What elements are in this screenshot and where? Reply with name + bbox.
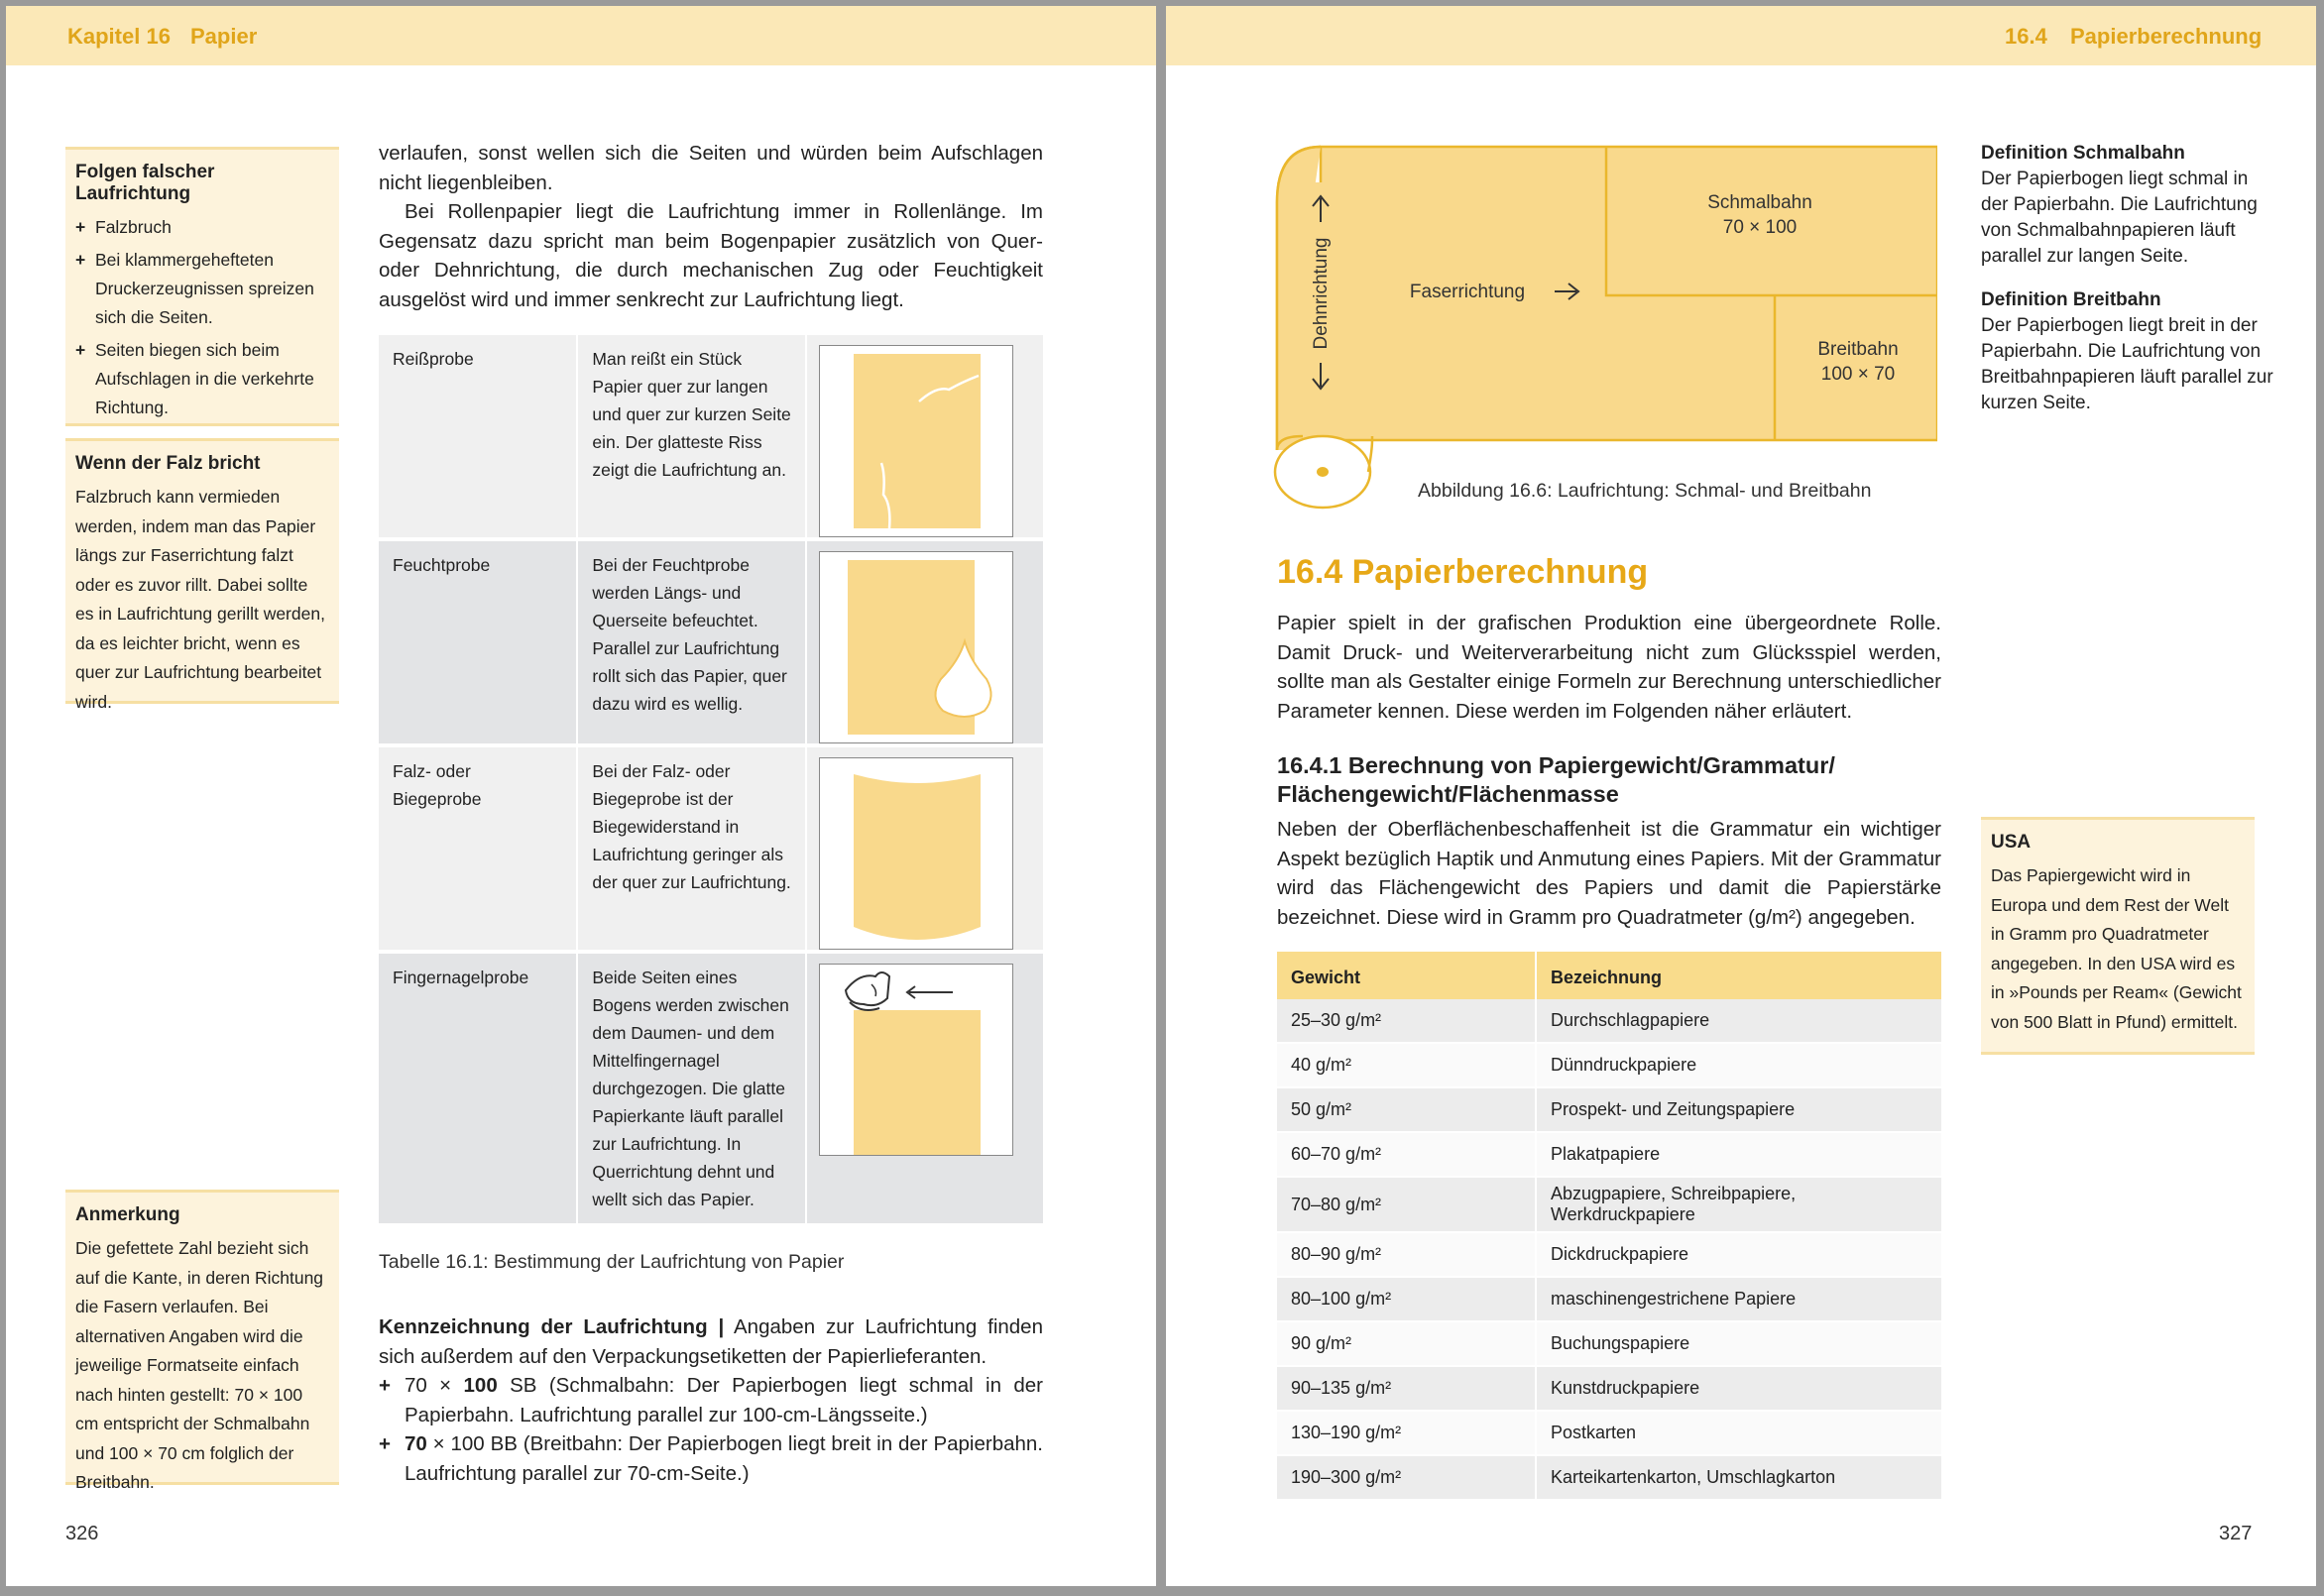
header-gewicht: Gewicht bbox=[1277, 952, 1536, 999]
dehnrichtung-label: Dehnrichtung bbox=[1311, 237, 1332, 350]
page-number: 327 bbox=[2219, 1523, 2253, 1544]
sidebox-title: Anmerkung bbox=[75, 1204, 180, 1225]
table-row bbox=[1277, 1411, 1941, 1455]
page-header bbox=[6, 6, 1156, 65]
sidebox-usa bbox=[1981, 817, 2255, 1055]
left-page bbox=[6, 6, 1156, 1586]
def-schmal-text: Der Papierbogen liegt schmal in der Papierbahn. Die Laufrichtung von Schmalbahnpapieren läuft parallel zur langen Seite. bbox=[1981, 169, 2258, 267]
table-cell-image bbox=[806, 952, 1043, 1225]
table-cell-desc: Man reißt ein Stück Papier quer zur langen und quer zur kurzen Seite ein. Der glatteste Riss zeigt die Laufrichtung an. bbox=[577, 335, 806, 539]
list-item bbox=[379, 1371, 1043, 1429]
table-cell-desc: Beide Seiten eines Bogens werden zwischen dem Daumen- und dem Mittelfingernagel durchgezogen. Die glatte Papierkante läuft parallel zur Laufrichtung. In Querrichtung dehnt und wellt sich das Papier. bbox=[577, 952, 806, 1225]
section-number: 16.4 bbox=[2005, 24, 2047, 49]
list-item bbox=[379, 1429, 1043, 1488]
cell-gewicht: 70–80 g/m² bbox=[1277, 1177, 1536, 1232]
list-item: + Seiten biegen sich beim Aufschlagen in die verkehrte Richtung. bbox=[75, 336, 329, 422]
figure-caption: Abbildung 16.6: Laufrichtung: Schmal- und Breitbahn bbox=[1418, 480, 1872, 502]
chapter-title: Papier bbox=[190, 24, 258, 49]
schmalbahn-label: Schmalbahn bbox=[1707, 192, 1812, 213]
table-row bbox=[1277, 1087, 1941, 1132]
cell-bezeichnung: Karteikartenkarton, Umschlagkarton bbox=[1536, 1455, 1941, 1500]
paragraph bbox=[379, 1312, 1043, 1371]
table-cell-image bbox=[806, 335, 1043, 539]
subsection-heading: 16.4.1 Berechnung von Papiergewicht/Grammatur/ Flächengewicht/Flächenmasse bbox=[1277, 752, 1835, 807]
cell-bezeichnung: Postkarten bbox=[1536, 1411, 1941, 1455]
table-row bbox=[1277, 1277, 1941, 1321]
sidebox-title: USA bbox=[1991, 832, 2032, 853]
table-cell-name: Falz- oder Biegeprobe bbox=[379, 745, 577, 952]
table-row bbox=[1277, 1232, 1941, 1277]
sidebox-falsche-laufrichtung bbox=[65, 147, 339, 426]
def-breit-text: Der Papierbogen liegt breit in der Papierbahn. Die Laufrichtung von Breitbahnpapieren läuft parallel zur kurzen Seite. bbox=[1981, 315, 2273, 413]
cell-gewicht: 90–135 g/m² bbox=[1277, 1366, 1536, 1411]
sidebox-title: Folgen falscher Laufrichtung bbox=[75, 162, 215, 204]
chapter-label: Kapitel 16 bbox=[67, 24, 171, 49]
reissprobe-illustration bbox=[819, 345, 1013, 537]
table-cell-image bbox=[806, 745, 1043, 952]
main-text bbox=[379, 139, 1043, 314]
cell-bezeichnung: Prospekt- und Zeitungspapiere bbox=[1536, 1087, 1941, 1132]
item-text: × 100 BB (Breitbahn: Der Papierbogen liegt breit in der Papierbahn. Laufrichtung parallel zur 70-cm-Seite.) bbox=[405, 1432, 1043, 1485]
cell-bezeichnung: Kunstdruckpapiere bbox=[1536, 1366, 1941, 1411]
laufrichtung-table bbox=[379, 335, 1043, 1227]
cell-bezeichnung: Abzugpapiere, Schreibpapiere, Werkdruckpapiere bbox=[1536, 1177, 1941, 1232]
faserrichtung-label: Faserrichtung bbox=[1409, 282, 1526, 302]
sidebox-text: Falzbruch kann vermieden werden, indem man das Papier längs zur Faserrichtung falzt oder es zuvor rillt. Dabei sollte es in Laufrichtung gerillt werden, da es leichter bricht, wenn es quer zur Laufrichtung bearbeitet wird. bbox=[75, 487, 325, 712]
item-prefix: 70 × bbox=[405, 1374, 464, 1397]
table-row bbox=[1277, 1455, 1941, 1500]
table-row bbox=[379, 952, 1043, 1225]
paragraph: verlaufen, sonst wellen sich die Seiten und würden beim Aufschlagen nicht liegenbleiben. bbox=[379, 142, 1043, 194]
cell-bezeichnung: Dickdruckpapiere bbox=[1536, 1232, 1941, 1277]
kennzeichnung-list bbox=[379, 1371, 1043, 1488]
table-cell-name: Feuchtprobe bbox=[379, 539, 577, 745]
table-row bbox=[379, 745, 1043, 952]
cell-bezeichnung: Buchungspapiere bbox=[1536, 1321, 1941, 1366]
list-item: + Falzbruch bbox=[75, 213, 329, 242]
item-bold: 100 bbox=[463, 1374, 498, 1397]
table-body bbox=[1277, 999, 1941, 1500]
cell-bezeichnung: Durchschlagpapiere bbox=[1536, 999, 1941, 1043]
table-cell-name: Fingernagelprobe bbox=[379, 952, 577, 1225]
kennzeichnung-text: Angaben zur Laufrichtung finden sich außerdem auf den Verpackungsetiketten der Papierlieferanten. bbox=[379, 1315, 1043, 1368]
cell-gewicht: 25–30 g/m² bbox=[1277, 999, 1536, 1043]
cell-gewicht: 190–300 g/m² bbox=[1277, 1455, 1536, 1500]
breitbahn-label: Breitbahn bbox=[1817, 339, 1899, 360]
section-paragraph: Papier spielt in der grafischen Produktion eine übergeordnete Rolle. Damit Druck- und Weiterverarbeitung nicht zum Glücksspiel werden, sollte man als Gestalter einige Formeln zur Berechnung unterschiedlicher Parameter kennen. Diese werden im Folgenden näher erläutert. bbox=[1277, 612, 1941, 723]
cell-gewicht: 50 g/m² bbox=[1277, 1087, 1536, 1132]
definitions-margin bbox=[1981, 143, 2278, 416]
def-schmal-title: Definition Schmalbahn bbox=[1981, 143, 2185, 164]
list-item: + Bei klammergehefteten Druckerzeugnissen spreizen sich die Seiten. bbox=[75, 246, 329, 332]
header-bezeichnung: Bezeichnung bbox=[1536, 952, 1941, 999]
table-row bbox=[1277, 1043, 1941, 1087]
cell-gewicht: 130–190 g/m² bbox=[1277, 1411, 1536, 1455]
table-row bbox=[379, 335, 1043, 539]
cell-bezeichnung: Dünndruckpapiere bbox=[1536, 1043, 1941, 1087]
paper-weight-table bbox=[1277, 952, 1941, 1501]
cell-gewicht: 80–100 g/m² bbox=[1277, 1277, 1536, 1321]
table-row bbox=[1277, 1177, 1941, 1232]
table-row bbox=[1277, 999, 1941, 1043]
breitbahn-dim: 100 × 70 bbox=[1820, 364, 1896, 385]
fingernagelprobe-illustration bbox=[819, 964, 1013, 1156]
section-title-header: Papierberechnung bbox=[2070, 24, 2263, 49]
cell-bezeichnung: Plakatpapiere bbox=[1536, 1132, 1941, 1177]
right-page bbox=[1166, 6, 2316, 1586]
table-cell-desc: Bei der Falz- oder Biegeprobe ist der Biegewiderstand in Laufrichtung geringer als der quer zur Laufrichtung. bbox=[577, 745, 806, 952]
sidebox-text: Das Papiergewicht wird in Europa und dem Rest der Welt in Gramm pro Quadratmeter angegeben. In den USA wird es in »Pounds per Ream« (Gewicht von 500 Blatt in Pfund) ermittelt. bbox=[1991, 865, 2242, 1032]
paragraph: Bei Rollenpapier liegt die Laufrichtung immer in Rollenlänge. Im Gegensatz dazu spricht man beim Bogenpapier zusätzlich von Quer- oder Dehnrichtung, die durch mechanischen Zug oder Feuchtigkeit ausgelöst wird und immer senkrecht zur Laufrichtung liegt. bbox=[379, 200, 1043, 311]
sidebox-falz-bricht bbox=[65, 438, 339, 712]
kennzeichnung-block bbox=[379, 1312, 1043, 1488]
def-breit-title: Definition Breitbahn bbox=[1981, 289, 2161, 310]
table-cell-name: Reißprobe bbox=[379, 335, 577, 539]
page-number: 326 bbox=[65, 1523, 99, 1544]
table-row bbox=[1277, 1366, 1941, 1411]
schmalbahn-dim: 70 × 100 bbox=[1722, 217, 1798, 238]
cell-gewicht: 40 g/m² bbox=[1277, 1043, 1536, 1087]
section-heading: 16.4 Papierberechnung bbox=[1277, 553, 1649, 591]
cell-gewicht: 80–90 g/m² bbox=[1277, 1232, 1536, 1277]
sidebox-text: Die gefettete Zahl bezieht sich auf die Kante, in deren Richtung die Fasern verlaufen. Bei alternativen Angaben wird die jeweilige Formatseite einfach nach hinten gestellt: 70 × 100 cm entspricht der Schmalbahn und 100 × 70 cm folglich der Breitbahn. bbox=[75, 1238, 324, 1492]
table-header-row bbox=[1277, 952, 1941, 999]
cell-gewicht: 90 g/m² bbox=[1277, 1321, 1536, 1366]
cell-gewicht: 60–70 g/m² bbox=[1277, 1132, 1536, 1177]
table-row bbox=[1277, 1321, 1941, 1366]
subsection-paragraph: Neben der Oberflächenbeschaffenheit ist die Grammatur ein wichtiger Aspekt bezüglich Haptik und Anmutung eines Papiers. Mit der Grammatur wird das Flächengewicht des Papiers und damit die Papierstärke bezeichnet. Diese wird in Gramm pro Quadratmeter (g/m²) angegeben. bbox=[1277, 818, 1941, 929]
sidebox-title: Wenn der Falz bricht bbox=[75, 453, 261, 474]
feuchtprobe-illustration bbox=[819, 551, 1013, 743]
table-row bbox=[379, 539, 1043, 745]
biegeprobe-illustration bbox=[819, 757, 1013, 950]
laufrichtung-figure bbox=[1273, 143, 1937, 519]
sidebox-list bbox=[75, 213, 329, 422]
cell-bezeichnung: maschinengestrichene Papiere bbox=[1536, 1277, 1941, 1321]
item-bold: 70 bbox=[405, 1432, 427, 1455]
page-header bbox=[1166, 6, 2316, 65]
table-cell-image bbox=[806, 539, 1043, 745]
table-cell-desc: Bei der Feuchtprobe werden Längs- und Querseite befeuchtet. Parallel zur Laufrichtung rollt sich das Papier, quer dazu wird es wellig. bbox=[577, 539, 806, 745]
sidebox-anmerkung bbox=[65, 1190, 339, 1492]
item-text: SB (Schmalbahn: Der Papierbogen liegt schmal in der Papierbahn. Laufrichtung parallel zur 100-cm-Längsseite.) bbox=[405, 1374, 1043, 1426]
kennzeichnung-lead: Kennzeichnung der Laufrichtung | bbox=[379, 1315, 725, 1338]
table-row bbox=[1277, 1132, 1941, 1177]
table-caption: Tabelle 16.1: Bestimmung der Laufrichtung von Papier bbox=[379, 1251, 845, 1273]
